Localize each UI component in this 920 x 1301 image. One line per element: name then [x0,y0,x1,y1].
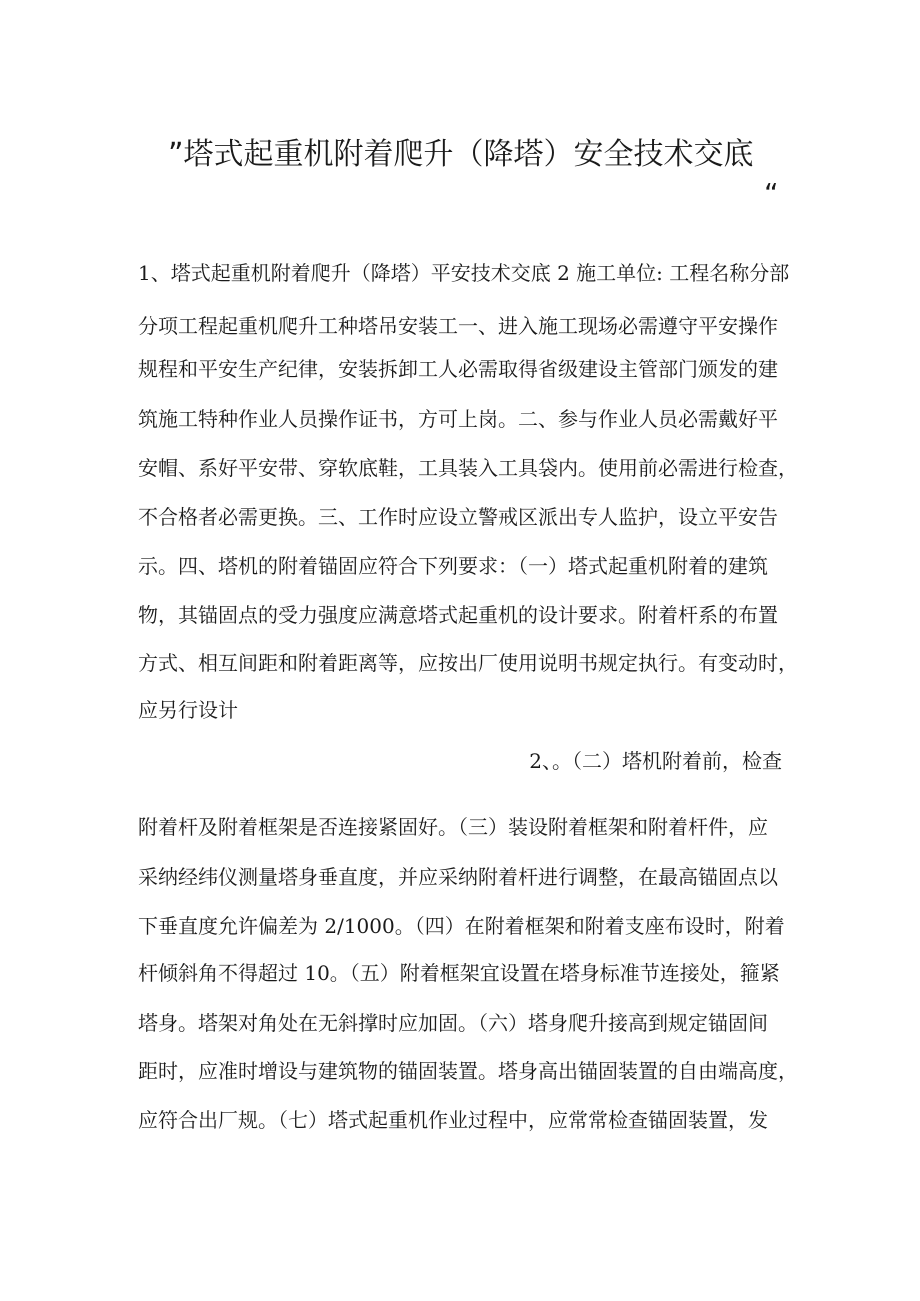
body-line: 应另行设计 [138,698,238,722]
body-line: 分项工程起重机爬升工种塔吊安装工一、进入施工现场必需遵守平安操作 [138,314,778,338]
body-line: 安帽、系好平安带、穿软底鞋，工具装入工具袋内。使用前必需进行检查， [138,456,798,480]
body-line: 物，其锚固点的受力强度应满意塔式起重机的设计要求。附着杆系的布置 [138,603,778,627]
body-line: 方式、相互间距和附着距离等，应按出厂使用说明书规定执行。有变动时， [138,651,798,675]
body-line: 规程和平安生产纪律，安装拆卸工人必需取得省级建设主管部门颁发的建 [138,357,778,381]
body-line: 不合格者必需更换。三、工作时应设立警戒区派出专人监护，设立平安告 [138,505,778,529]
body-line: 附着杆及附着框架是否连接紧固好。（三）装设附着框架和附着杆件，应 [138,815,768,839]
body-line: 应符合出厂规。（七）塔式起重机作业过程中，应常常检查锚固装置，发 [138,1108,768,1132]
body-line: 下垂直度允许偏差为 2/1000。（四）在附着框架和附着支座布设时，附着 [138,914,785,938]
section2-heading: 2、。（二）塔机附着前，检查 [529,749,782,773]
body-line: 1、塔式起重机附着爬升（降塔）平安技术交底 2 施工单位: 工程名称分部 [138,261,790,285]
document-title: ”塔式起重机附着爬升（降塔）安全技术交底 [168,137,754,172]
body-line: 距时，应准时增设与建筑物的锚固装置。塔身高出锚固装置的自由端高度， [138,1059,798,1083]
title-closing-quote: “ [764,177,779,210]
body-line: 塔身。塔架对角处在无斜撑时应加固。（六）塔身爬升接高到规定锚固间 [138,1011,768,1035]
body-line: 示。四、塔机的附着锚固应符合下列要求：（一）塔式起重机附着的建筑 [138,554,768,578]
body-line: 杆倾斜角不得超过 10。（五）附着框架宜设置在塔身标准节连接处，箍紧 [138,961,780,985]
body-line: 筑施工特种作业人员操作证书，方可上岗。二、参与作业人员必需戴好平 [138,407,778,431]
body-line: 采纳经纬仪测量塔身垂直度，并应采纳附着杆进行调整，在最高锚固点以 [138,865,778,889]
